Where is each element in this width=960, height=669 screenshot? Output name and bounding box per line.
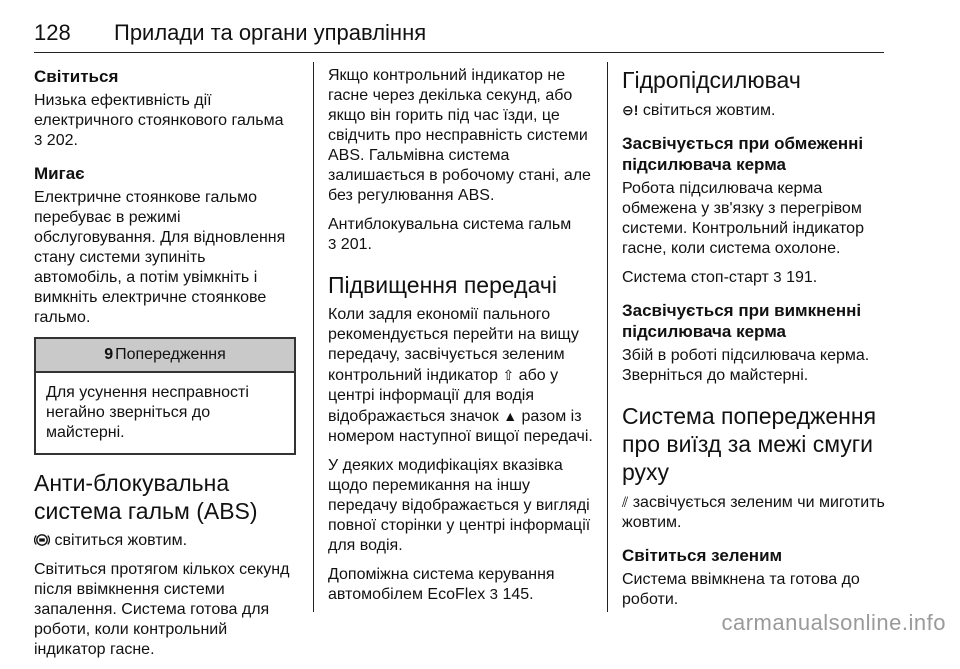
subheading-green: Світиться зеленим	[622, 546, 783, 565]
warning-title-bar	[36, 339, 294, 373]
paragraph-full-page: У деяких модифікаціях вказівка щодо перемикання на іншу передачу відображається у вигляді повної сторінки у центрі інформації для водія.	[328, 457, 591, 554]
subheading-limited: Засвічується при обмеженні підсилювача керма	[622, 134, 864, 174]
warning-triangle-icon: 9	[104, 346, 114, 363]
page-title: Прилади та органи управління	[114, 20, 427, 45]
section-heading-lane-departure: Система попередження про виїзд за межі смуги руху	[622, 403, 877, 485]
paragraph-failure: Збій в роботі підсилювача керма. Зверніться до майстерні.	[622, 347, 870, 384]
watermark: carmanualsonline.info	[721, 610, 946, 635]
paragraph-power-steering-light	[622, 100, 897, 121]
column-2	[328, 66, 598, 614]
paragraph-upshift	[328, 305, 598, 447]
paragraph-text: Коли задля економії пального рекомендується перейти на вищу передачу, засвічується зеленим контрольний індикатор	[328, 306, 579, 384]
xref-arrow-icon: 3	[489, 586, 498, 603]
paragraph-text: Система стоп-старт	[622, 269, 769, 286]
subheading-blinking: Мигає	[34, 164, 85, 183]
paragraph-abs-startup: Світиться протягом кількох секунд після ввімкнення системи запалення. Система готова для роботи, коли контрольний індикатор гасне.	[34, 561, 290, 658]
section-heading-upshift: Підвищення передачі	[328, 272, 557, 298]
paragraph-text: Низька ефективність дії електричного стоянкового гальма	[34, 92, 284, 129]
column-1	[34, 66, 296, 669]
paragraph-text: засвічується зеленим чи миготить жовтим.	[622, 494, 885, 531]
warning-box	[34, 337, 296, 455]
triangle-up-icon: ▲	[503, 408, 518, 424]
paragraph-low-efficiency	[34, 91, 296, 151]
page-header	[34, 20, 884, 53]
xref-arrow-icon: 3	[773, 269, 782, 286]
paragraph-text: Антиблокувальна система гальм	[328, 216, 572, 233]
section-heading-abs: Анти-блокувальна система гальм (ABS)	[34, 470, 258, 524]
xref-arrow-icon: 3	[34, 132, 43, 149]
paragraph-text: разом із номером наступної вищої передачі.	[328, 408, 593, 445]
subheading-lights: Світиться	[34, 67, 119, 86]
upshift-arrow-icon: ⇧	[502, 367, 515, 383]
paragraph-text: світиться жовтим.	[54, 532, 188, 549]
xref-page[interactable]: 191.	[786, 269, 818, 286]
section-heading-power-steering: Гідропідсилювач	[622, 67, 801, 93]
column-divider-1	[313, 62, 314, 612]
paragraph-text: Допоміжна система керування автомобілем EcoFlex	[328, 566, 555, 603]
lane-departure-icon: ⫽	[622, 494, 629, 510]
paragraph-abs-light	[34, 531, 296, 551]
column-divider-2	[607, 62, 608, 612]
paragraph-text: або у центрі інформації для водія відображається значок	[328, 367, 559, 425]
power-steering-icon: ⊖!	[622, 102, 639, 118]
paragraph-lane-light	[622, 492, 897, 533]
paragraph-abs-fault: Якщо контрольний індикатор не гасне через декілька секунд, або якщо він горить під час їзди, це свідчить про несправність системи ABS. Гальмівна система залишається в робочому стані, але без регулювання ABS.	[328, 67, 591, 204]
paragraph-ready: Система ввімкнена та готова до роботи.	[622, 571, 860, 608]
xref-page[interactable]: 202.	[46, 132, 78, 149]
page-number: 128	[34, 20, 71, 45]
paragraph-service-mode: Електричне стоянкове гальмо перебуває в режимі обслуговування. Для відновлення стану системи зупиніть автомобіль, а потім увімкніть і вимкніть електричне стоянкове гальмо.	[34, 189, 286, 326]
paragraph-overheat: Робота підсилювача керма обмежена у зв'язку з перегрівом системи. Контрольний індикатор гасне, коли система охолоне.	[622, 180, 864, 257]
xref-page[interactable]: 145.	[502, 586, 534, 603]
paragraph-stop-start	[622, 268, 897, 288]
paragraph-abs-xref	[328, 215, 598, 255]
subheading-disabled: Засвічується при вимкненні підсилювача керма	[622, 301, 862, 341]
abs-icon	[34, 533, 50, 547]
xref-page[interactable]: 201.	[340, 236, 372, 253]
xref-arrow-icon: 3	[328, 236, 337, 253]
warning-text: Для усунення несправності негайно зверніться до майстерні.	[46, 384, 249, 441]
paragraph-text: світиться жовтим.	[642, 102, 776, 119]
paragraph-ecoflex	[328, 565, 598, 605]
column-3	[622, 66, 897, 619]
warning-title: Попередження	[115, 346, 226, 363]
